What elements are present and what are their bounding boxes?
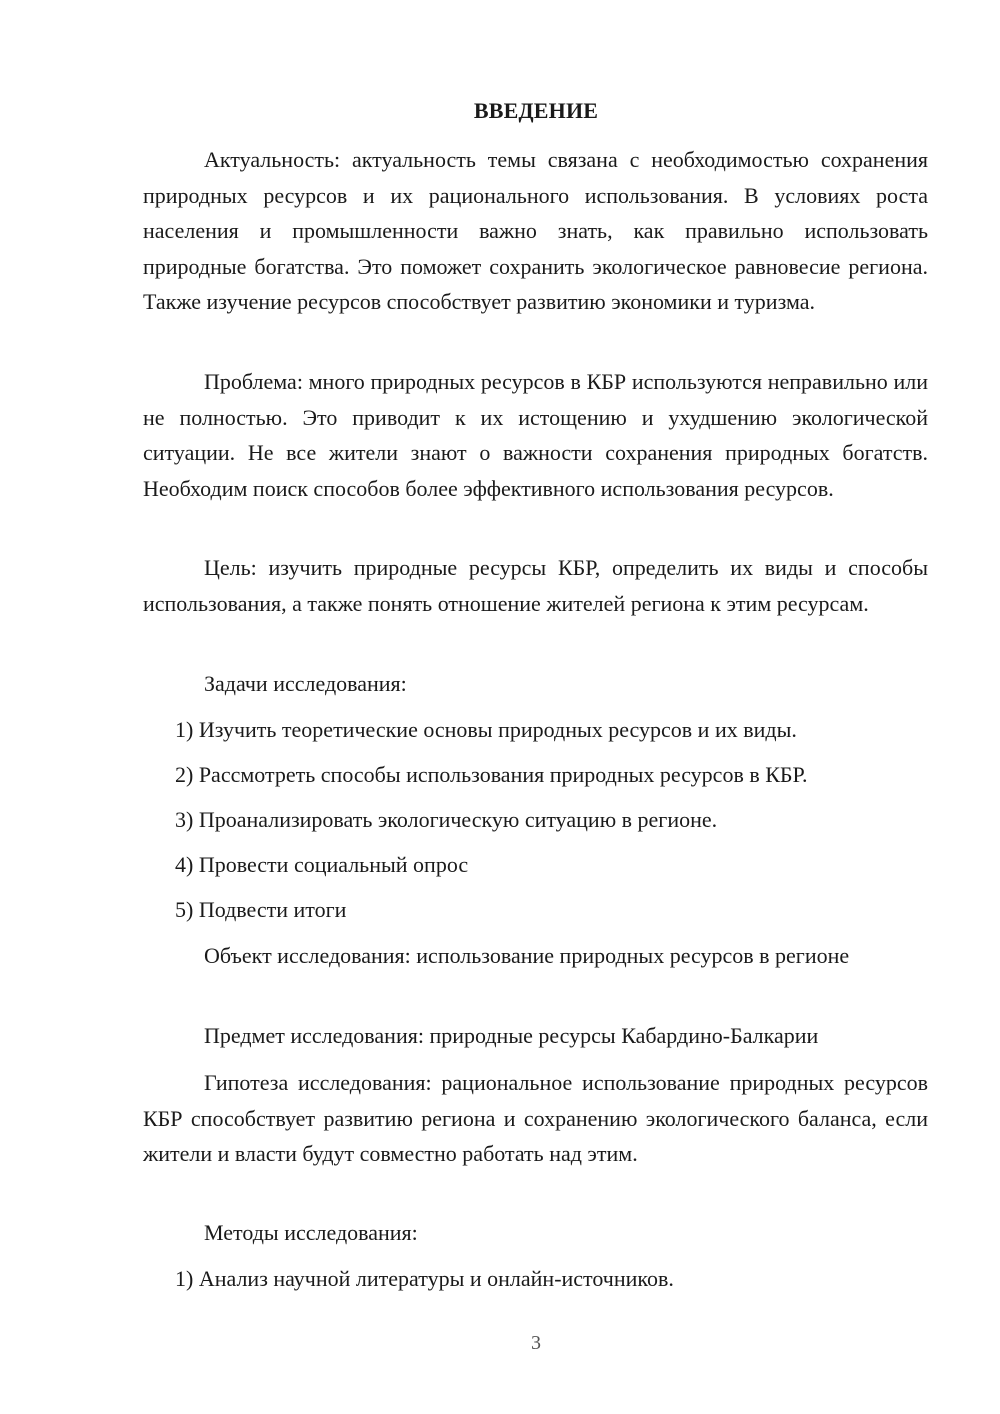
- methods-heading: Методы исследования:: [204, 1220, 418, 1245]
- tasks-heading-block: [143, 666, 928, 702]
- goal-text: Цель: изучить природные ресурсы КБР, определить их виды и способы использования, а также понять отношение жителей региона к этим ресурсам.: [143, 555, 928, 616]
- method-item: 1) Анализ научной литературы и онлайн-источников.: [175, 1266, 674, 1291]
- hypothesis-text: Гипотеза исследования: рациональное использование природных ресурсов КБР способствует развитию региона и сохранению экологического баланса, если жители и власти будут совместно работать над этим.: [143, 1070, 928, 1166]
- task-item: 5) Подвести итоги: [175, 897, 347, 922]
- object-paragraph: [143, 938, 928, 974]
- relevance-text: Актуальность: актуальность темы связана с необходимостью сохранения природных ресурсов и их рационального использования. В условиях роста населения и промышленности важно знать, как правильно использовать природные богатства. Это поможет сохранить экологическое равновесие региона. Также изучение ресурсов способствует развитию экономики и туризма.: [143, 147, 928, 314]
- problem-text: Проблема: много природных ресурсов в КБР используются неправильно или не полностью. Это приводит к их истощению и ухудшению экологической ситуации. Не все жители знают о важности сохранения природных богатств. Необходим поиск способов более эффективного использования ресурсов.: [143, 369, 928, 501]
- subject-paragraph: [143, 1018, 928, 1054]
- task-item-2-block: [143, 757, 928, 793]
- relevance-paragraph: [143, 142, 928, 320]
- method-item-1-block: [143, 1261, 928, 1297]
- task-item-3-block: [143, 802, 928, 838]
- task-item: 1) Изучить теоретические основы природных ресурсов и их виды.: [175, 717, 797, 742]
- object-text: Объект исследования: использование природных ресурсов в регионе: [204, 943, 850, 968]
- subject-text: Предмет исследования: природные ресурсы Кабардино-Балкарии: [204, 1023, 819, 1048]
- problem-paragraph: [143, 364, 928, 506]
- task-item: 4) Провести социальный опрос: [175, 852, 469, 877]
- task-item-1-block: [143, 712, 928, 748]
- hypothesis-paragraph: [143, 1065, 928, 1172]
- page-number: 3: [531, 1332, 541, 1354]
- task-item: 2) Рассмотреть способы использования природных ресурсов в КБР.: [175, 762, 808, 787]
- page-title: ВВЕДЕНИЕ: [473, 98, 599, 123]
- goal-paragraph: [143, 550, 928, 621]
- methods-heading-block: [143, 1215, 928, 1251]
- task-item: 3) Проанализировать экологическую ситуацию в регионе.: [175, 807, 718, 832]
- task-item-4-block: [143, 847, 928, 883]
- tasks-heading: Задачи исследования:: [204, 671, 407, 696]
- task-item-5-block: [143, 892, 928, 928]
